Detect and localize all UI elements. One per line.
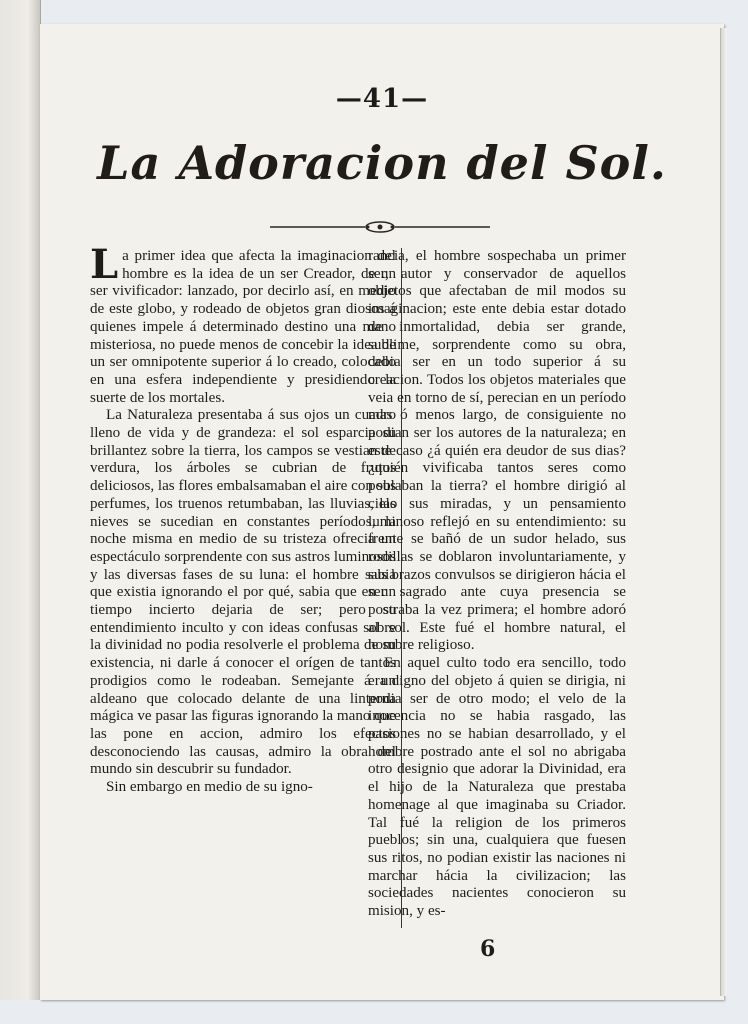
paragraph: Sin embargo en medio de su igno- (106, 779, 313, 796)
facing-page-edge (0, 0, 41, 1000)
right-column (368, 248, 626, 921)
document-page (40, 24, 724, 1000)
page-number: —41— (335, 84, 429, 114)
paragraph: En aquel culto todo era sencillo, todo era digno del objeto á quien se dirigia, ni podia ser de otro modo; el velo de la inocencia no se habia rasgado, las pasiones no se habian desarrollado, y el hombre postrado ante el sol no abrigaba otro designio que adorar la Divinidad, era el hijo de la Naturaleza que prestaba homenage al que imaginaba su Criador. Tal fué la religion de los primeros pueblos; sin una, cualquiera que fuesen sus ritos, no podian existir las naciones ni marchar hácia la civilizacion; las sociedades nacientes conocieron su mision, y es- (368, 655, 626, 920)
signature-mark: 6 (480, 936, 496, 962)
paragraph: La Naturaleza presentaba á sus ojos un cuadro lleno de vida y de grandeza: el sol esparcia su brillantez sobre la tierra, los campos se vestian de verdura, los árboles se cubrian de frutos deliciosos, las flores embalsamaban el aire con sus perfumes, los truenos retumbaban, las lluvias, las nieves se sucedian en constantes períodos, la noche misma en medio de su tristeza ofrecia un espectáculo sorprendente con sus astros luminosos y las diversas fases de su luna: el hombre sabia que existia ignorando el por qué, sabia que en un tiempo incierto dejaria de ser; pero su entendimiento inculto y con ideas confusas sobre la divinidad no podia resolverle el problema de su existencia, ni darle á conocer el orígen de tantos prodigios como le rodeaban. Semejante á un aldeano que colocado delante de una linterna mágica ve pasar las figuras ignorando la mano que las pone en accion, admiro los efectos desconociendo las causas, admiro la obra del mundo sin descubrir su fundador. (90, 407, 396, 778)
drop-cap: L (90, 241, 119, 288)
page-edge (720, 28, 727, 996)
paragraph (90, 241, 396, 407)
paragraph-text: a primer idea que afecta la imaginacion del hombre es la idea de un ser Creador, de un ser vivificador: lanzado, por decirlo así, en medio de este globo, y rodeado de objetos gran diosos á quienes impele á determinado destino una mano misteriosa, no puede menos de concebir la idea de un ser omnipotente superior á lo creado, colocado en una esfera independiente y presidiendo la suerte de los mortales. (90, 248, 396, 406)
paragraph: rancia, el hombre sospechaba un primer ser, autor y conservador de aquellos objetos que afectaban de mil modos su imaginacion; este ente debia estar dotado de inmortalidad, debia ser grande, sublime, sorprendente como su obra, debia ser en un todo superior á su creacion. Todos los objetos materiales que veia en torno de sí, perecian en un período mas ó menos largo, de consiguiente no podian ser los autores de la naturaleza; en este caso ¿á quién era deudor de sus dias? ¿quién vivificaba tantos seres como poblaban la tierra? el hombre dirigió al cielo sus miradas, y un pensamiento luminoso reflejó en su entendimiento: su frente se bañó de un sudor helado, sus rodillas se doblaron involuntariamente, y sus brazos convulsos se dirigieron hácia el ser sagrado ante cuya presencia se postraba la vez primera; el hombre adoró al sol. Este fué el hombre natural, el hombre religioso. (368, 248, 626, 654)
article-title: La Adoracion del Sol. (97, 136, 667, 190)
left-column (90, 241, 396, 797)
ornament-divider (270, 220, 490, 234)
